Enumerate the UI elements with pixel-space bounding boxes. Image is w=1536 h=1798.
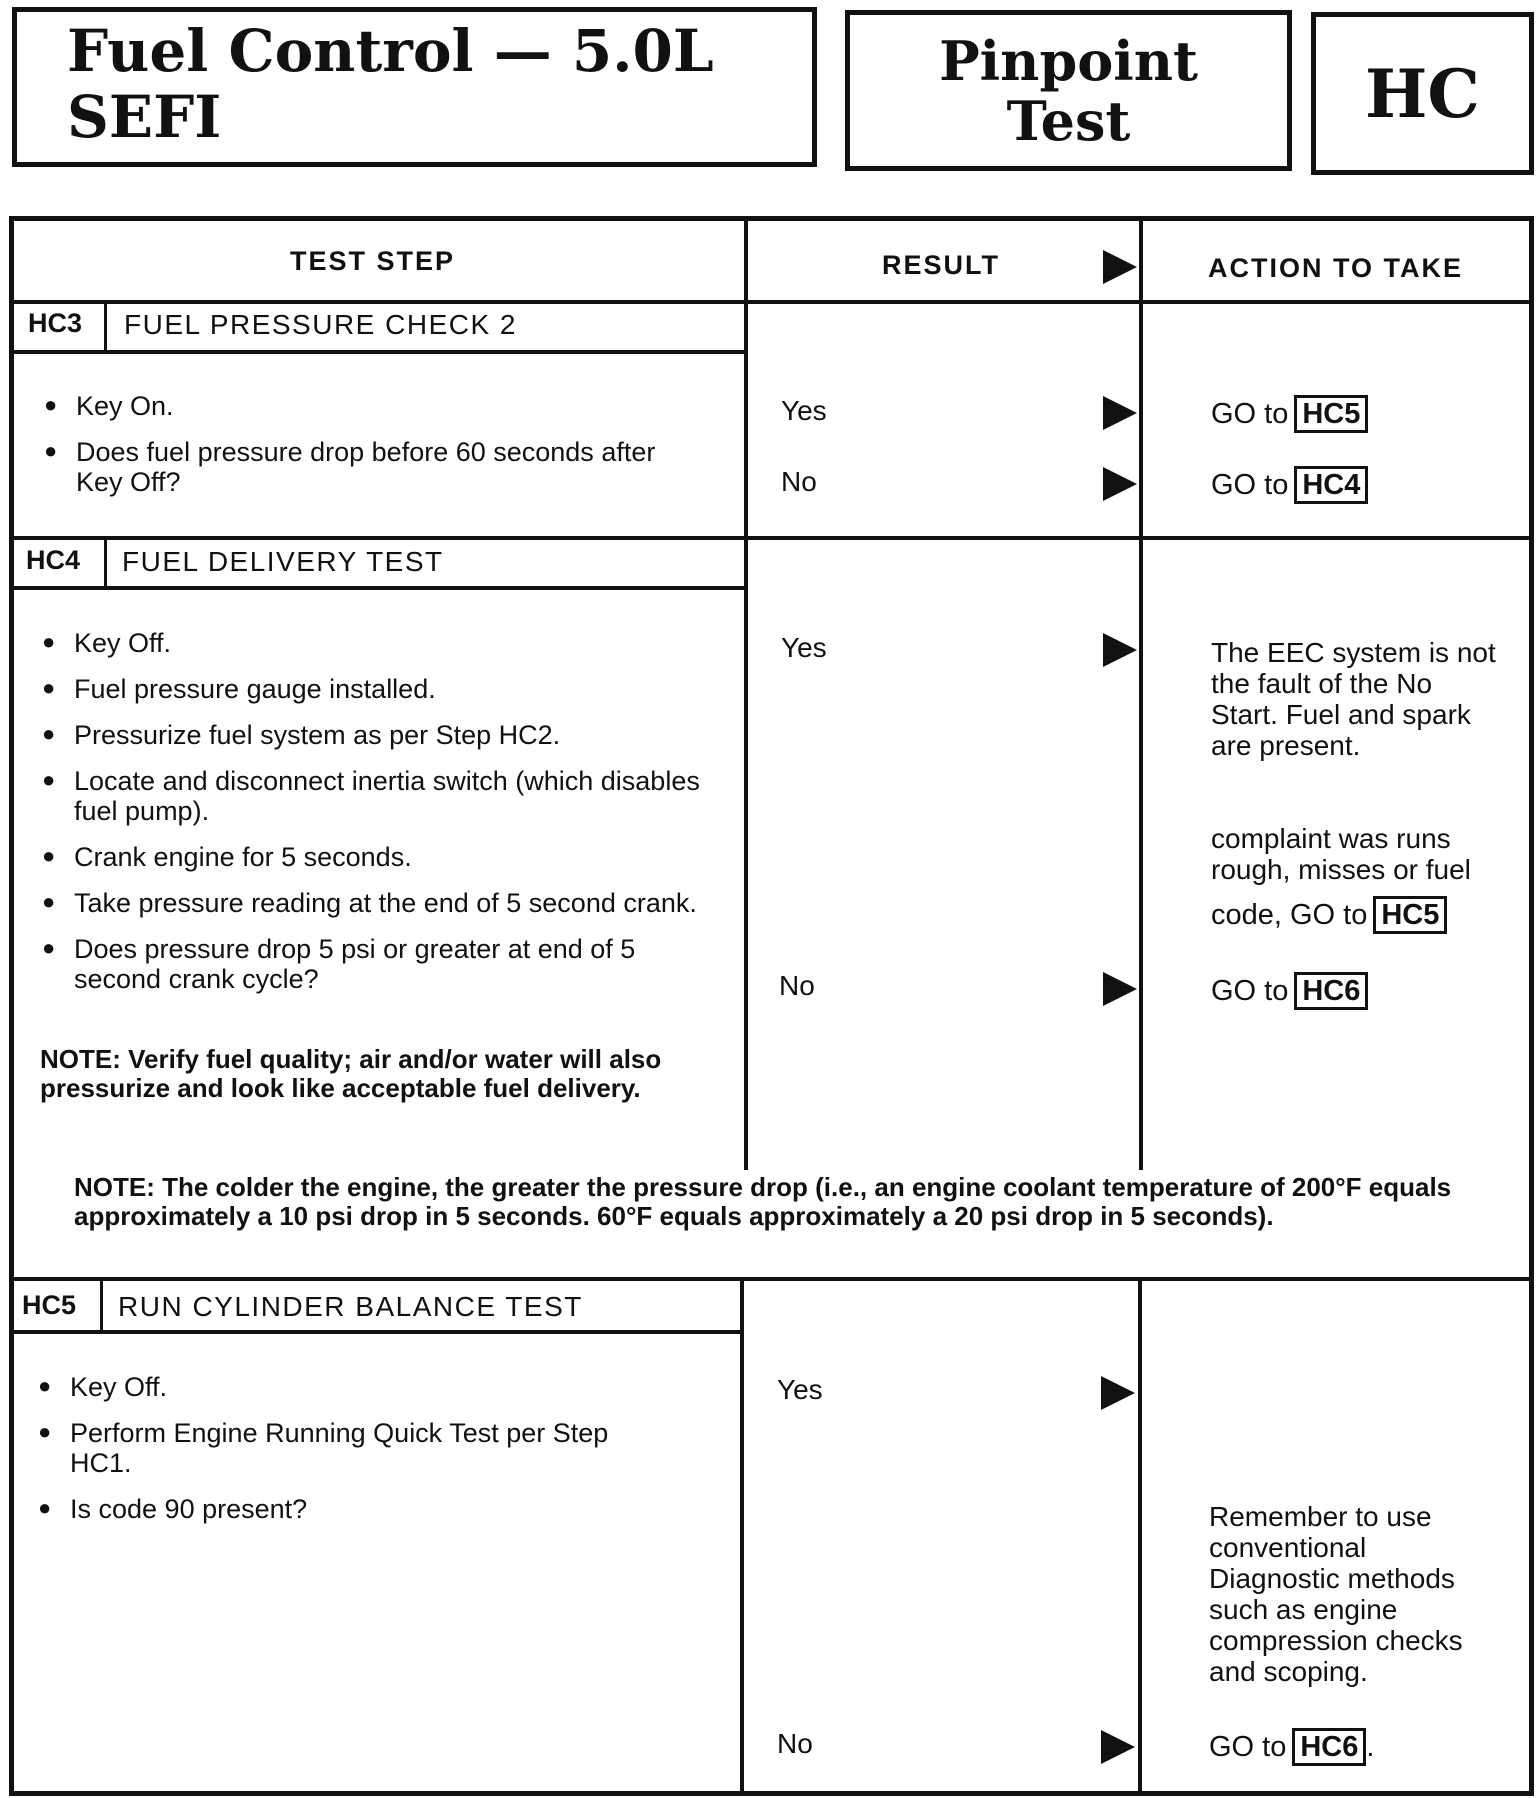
hc4-step-title: FUEL DELIVERY TEST [122,546,444,577]
hc3-step-id: HC3 [28,308,83,338]
hc4-result-yes: Yes [781,632,827,663]
list-item: ● Key Off. [40,628,720,658]
list-item: ● Pressurize fuel system as per Step HC2. [40,720,720,750]
hc5-title-rule [9,1330,742,1334]
title-box [12,7,817,167]
col-divider-2b [1138,1280,1142,1796]
step-reference[interactable]: HC6 [1294,972,1368,1010]
list-item: ● Fuel pressure gauge installed. [40,674,720,704]
step-reference[interactable]: HC5 [1373,896,1447,934]
hc5-step-title: RUN CYLINDER BALANCE TEST [118,1291,583,1322]
hc3-id-divider [104,302,107,352]
hc4-note-fuel-quality: NOTE: Verify fuel quality; air and/or water will also pressurize and look like acceptable fuel delivery. [40,1044,662,1103]
hc3-yes-arrow-icon [1103,396,1137,430]
list-item: ● Is code 90 present? [36,1494,656,1524]
hc3-step-title: FUEL PRESSURE CHECK 2 [124,309,517,340]
list-item: ● Take pressure reading at the end of 5 second crank. [40,888,720,918]
section-code: HC [1365,55,1480,133]
col-divider-2 [1139,216,1143,1170]
hc5-id-divider [100,1279,103,1331]
goto-text: GO to [1211,398,1289,430]
list-item: ● Does pressure drop 5 psi or greater at end of 5 second crank cycle? [40,934,720,994]
hc3-bottom-rule [9,536,1534,540]
hc4-step-id: HC4 [26,545,81,575]
goto-text: GO to [1211,469,1289,501]
test-type-box [845,10,1292,171]
test-type-label [850,31,1287,151]
title-line-2: SEFI [67,83,222,151]
hc4-no-arrow-icon [1103,972,1137,1006]
col-header-action: ACTION TO TAKE [1208,253,1463,283]
hc5-result-yes: Yes [777,1374,823,1405]
col-divider-1b [740,1280,744,1796]
list-item: ● Locate and disconnect inertia switch (which disables fuel pump). [40,766,720,826]
col-header-test-step: TEST STEP [290,246,456,276]
hc3-title-rule [9,350,746,354]
hc4-no-action [1211,972,1368,1010]
header-rule [9,300,1534,304]
goto-text: code, GO to [1211,899,1368,931]
hc3-no-action [1211,466,1368,504]
hc4-yes-action: The EEC system is not the fault of the No Start. Fuel and spark are present. [1211,637,1496,761]
hc5-remember-note: Remember to use conventional Diagnostic methods such as engine compression checks and scoping. [1209,1501,1463,1687]
test-type-line-1: Pinpoint [939,29,1198,93]
list-item: ● Perform Engine Running Quick Test per Step HC1. [36,1418,656,1478]
test-type-line-2: Test [1006,89,1131,153]
hc4-result-no: No [779,970,815,1001]
hc5-no-action [1209,1728,1374,1766]
list-item: ● Key On. [42,391,692,421]
list-item: ● Crank engine for 5 seconds. [40,842,720,872]
list-item: ● Key Off. [36,1372,656,1402]
hc5-result-no: No [777,1728,813,1759]
step-reference[interactable]: HC4 [1294,466,1368,504]
hc4-bullet-list [40,628,720,1010]
hc5-no-arrow-icon [1101,1730,1135,1764]
goto-text: GO to [1211,975,1289,1007]
hc4-id-divider [104,538,107,588]
col-header-result: RESULT [882,250,1000,280]
trailing-period: . [1366,1731,1375,1763]
hc3-result-yes: Yes [781,395,827,426]
hc3-no-arrow-icon [1103,467,1137,501]
title-line-1: Fuel Control — 5.0L [67,17,714,85]
code-box [1311,12,1534,175]
hc4-complaint-text: complaint was runs rough, misses or fuel [1211,823,1471,885]
hc4-yes-arrow-icon [1103,633,1137,667]
list-item: ● Does fuel pressure drop before 60 seconds after Key Off? [42,437,692,497]
hc5-yes-arrow-icon [1101,1376,1135,1410]
hc4-wide-note: NOTE: The colder the engine, the greater the pressure drop (i.e., an engine coolant temperature of 200°F equals approximately a 10 psi drop in 5 seconds. 60°F equals approximately a 20 psi drop in 5 seconds). [74,1172,1452,1231]
hc5-bullet-list [36,1372,656,1540]
hc3-bullet-list [42,391,692,513]
hc4-bottom-rule [9,1277,1534,1281]
hc3-yes-action [1211,395,1368,433]
step-reference[interactable]: HC5 [1294,395,1368,433]
page-title [67,18,714,150]
step-reference[interactable]: HC6 [1292,1728,1366,1766]
result-header-arrow-icon [1103,250,1137,284]
goto-text: GO to [1209,1731,1287,1763]
hc3-result-no: No [781,466,817,497]
hc5-step-id: HC5 [22,1290,77,1320]
col-divider-1 [744,216,748,1170]
hc4-title-rule [9,586,746,590]
hc4-complaint-action [1211,896,1447,934]
